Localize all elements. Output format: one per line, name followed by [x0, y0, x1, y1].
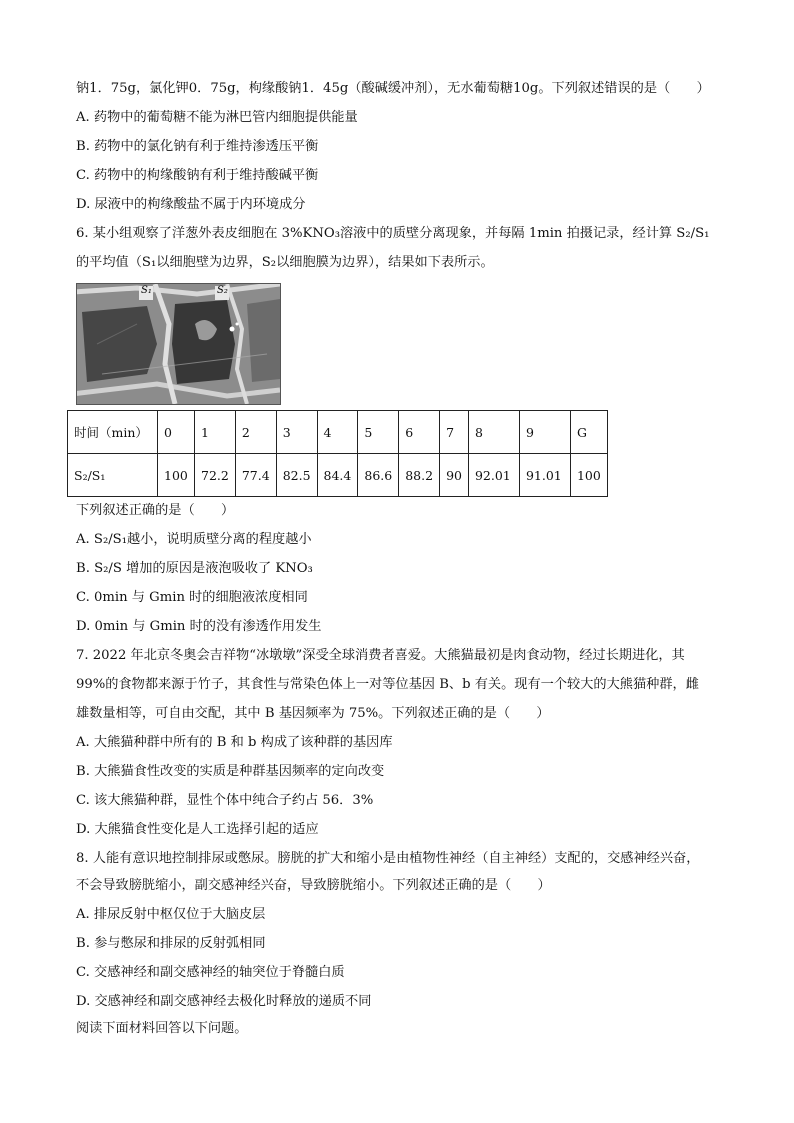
table-row	[68, 454, 608, 497]
question7-stem-line1: 7. 2022 年北京冬奥会吉祥物“冰墩墩”深受全球消费者喜爱。大熊猫最初是肉食动物，经过长期进化，其	[76, 648, 685, 663]
table-row	[68, 411, 608, 454]
table-cell: 7	[440, 411, 469, 454]
question8-stem-line1: 8. 人能有意识地控制排尿或憋尿。膀胱的扩大和缩小是由植物性神经（自主神经）支配的，交感神经兴奋，	[76, 851, 700, 866]
question8-stem-line2: 不会导致膀胱缩小，副交感神经兴奋，导致膀胱缩小。下列叙述正确的是（ ）	[76, 878, 551, 893]
table-cell: 88.2	[399, 454, 440, 497]
question7-option-b: B. 大熊猫食性改变的实质是种群基因频率的定向改变	[76, 764, 385, 779]
question6-option-c: C. 0min 与 Gmin 时的细胞液浓度相同	[76, 590, 308, 605]
question7-option-a: A. 大熊猫种群中所有的 B 和 b 构成了该种群的基因库	[76, 735, 393, 750]
label-s1: S₁	[141, 285, 152, 296]
table-cell: G	[570, 411, 607, 454]
question6-prompt: 下列叙述正确的是（ ）	[76, 503, 235, 518]
question8-option-c: C. 交感神经和副交感神经的轴突位于脊髓白质	[76, 965, 345, 980]
table-cell: 86.6	[358, 454, 399, 497]
table-cell: 8	[468, 411, 519, 454]
question8-option-d: D. 交感神经和副交感神经去极化时释放的递质不同	[76, 994, 372, 1009]
question8-option-b: B. 参与憋尿和排尿的反射弧相同	[76, 936, 266, 951]
table-cell: 3	[276, 411, 317, 454]
question6-option-a: A. S₂/S₁越小，说明质壁分离的程度越小	[76, 532, 312, 547]
onion-cell-micrograph	[76, 283, 281, 405]
table-cell: 4	[317, 411, 358, 454]
question5-option-d: D. 尿液中的枸缘酸盐不属于内环境成分	[76, 197, 306, 212]
question8-option-a: A. 排尿反射中枢仅位于大脑皮层	[76, 907, 266, 922]
table-cell: 92.01	[468, 454, 519, 497]
question6-option-b: B. S₂/S 增加的原因是液泡吸收了 KNO₃	[76, 561, 313, 576]
table-cell: 9	[519, 411, 570, 454]
question5-option-b: B. 药物中的氯化钠有利于维持渗透压平衡	[76, 139, 319, 154]
question6-stem-line2: 的平均值（S₁以细胞壁为边界，S₂以细胞膜为边界），结果如下表所示。	[76, 255, 494, 270]
table-cell: 90	[440, 454, 469, 497]
table-cell: 5	[358, 411, 399, 454]
question6-stem-line1: 6. 某小组观察了洋葱外表皮细胞在 3%KNO₃溶液中的质壁分离现象，并每隔 1min 拍摄记录，经计算 S₂/S₁	[76, 226, 710, 241]
table-cell: S₂/S₁	[68, 454, 158, 497]
table-cell: 77.4	[235, 454, 276, 497]
table-cell: 0	[158, 411, 195, 454]
question5-stem-line: 钠1．75g，氯化钾0．75g，枸缘酸钠1．45g（酸碱缓冲剂），无水葡萄糖10g。下列叙述错误的是（ ）	[76, 81, 710, 96]
label-s2: S₂	[217, 285, 228, 296]
table-cell: 84.4	[317, 454, 358, 497]
question7-stem-line2: 99%的食物都来源于竹子，其食性与常染色体上一对等位基因 B、b 有关。现有一个较大的大熊猫种群，雌	[76, 677, 699, 692]
micrograph-drawing	[77, 284, 280, 404]
table-cell: 时间（min）	[68, 411, 158, 454]
question5-option-c: C. 药物中的枸缘酸钠有利于维持酸碱平衡	[76, 168, 319, 183]
question5-option-a: A. 药物中的葡萄糖不能为淋巴管内细胞提供能量	[76, 110, 358, 125]
table-cell: 100	[158, 454, 195, 497]
table-cell: 82.5	[276, 454, 317, 497]
question7-option-c: C. 该大熊猫种群，显性个体中纯合子约占 56．3%	[76, 793, 374, 808]
plasmolysis-data-table	[67, 410, 608, 497]
table-cell: 1	[195, 411, 236, 454]
question7-stem-line3: 雄数量相等，可自由交配，其中 B 基因频率为 75%。下列叙述正确的是（ ）	[76, 706, 550, 721]
table-cell: 6	[399, 411, 440, 454]
table-cell: 100	[570, 454, 607, 497]
question7-option-d: D. 大熊猫食性变化是人工选择引起的适应	[76, 822, 319, 837]
table-cell: 72.2	[195, 454, 236, 497]
reading-instruction: 阅读下面材料回答以下问题。	[76, 1021, 248, 1036]
table-cell: 91.01	[519, 454, 570, 497]
question6-option-d: D. 0min 与 Gmin 时的没有渗透作用发生	[76, 619, 322, 634]
table-cell: 2	[235, 411, 276, 454]
